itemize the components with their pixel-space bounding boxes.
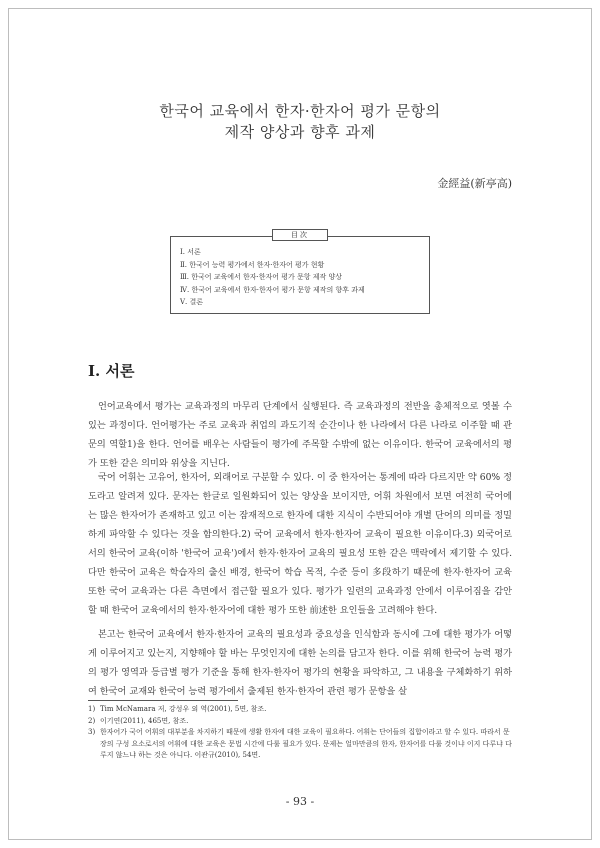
toc-item: Ⅰ. 서론 bbox=[180, 248, 201, 256]
footnote bbox=[88, 716, 512, 728]
toc-heading: 目次 bbox=[272, 229, 328, 241]
title-line-1: 한국어 교육에서 한자·한자어 평가 문항의 bbox=[159, 102, 441, 120]
footnote bbox=[88, 727, 512, 762]
paragraph-1 bbox=[88, 397, 512, 473]
footnote-number: 2) bbox=[88, 716, 96, 725]
footnote bbox=[88, 704, 512, 716]
paragraph-text: 언어교육에서 평가는 교육과정의 마무리 단계에서 실행된다. 즉 교육과정의 전반을 총체적으로 엿볼 수 있는 과정이다. 언어평가는 주로 교육과 취업의 과도기적 순간이나 한 나라에서 다른 나라로 이주할 때 관문의 역할1)을 한다. 언어를 배우는 사람들이 평가에 주목할 수밖에 없는 이유이다. 한국어 교육에서의 평가 또한 같은 의미와 위상을 지닌다. bbox=[88, 401, 512, 469]
footnote-number: 1) bbox=[88, 705, 96, 713]
footnote-divider bbox=[88, 700, 238, 701]
paragraph-text: 본고는 한국어 교육에서 한자·한자어 교육의 필요성과 중요성을 인식함과 동시에 그에 대한 평가가 어떻게 이루어지고 있는지, 지향해야 할 바는 무엇인지에 대한 논의를 담고자 한다. 이를 위해 한국어 능력 평가의 평가 영역과 등급별 평가 기준을 통해 한자·한자어 평가의 현황을 파악하고, 그 내용을 구체화하기 위하여 한국어 교재와 한국어 능력 평가에서 출제된 한자·한자어 관련 평가 문항을 살 bbox=[88, 629, 512, 697]
page-number: - 93 - bbox=[285, 795, 315, 808]
footnotes bbox=[88, 704, 512, 762]
paragraph-3 bbox=[88, 625, 512, 701]
section-heading: Ⅰ. 서론 bbox=[88, 362, 135, 380]
toc-item: Ⅳ. 한국어 교육에서 한자·한자어 평가 문항 제작의 향후 과제 bbox=[180, 285, 365, 294]
toc-item: Ⅴ. 결론 bbox=[180, 298, 204, 306]
footnote-text: 이기연(2011), 465면, 참조. bbox=[100, 716, 189, 725]
toc-item: Ⅱ. 한국어 능력 평가에서 한자·한자어 평가 현황 bbox=[180, 260, 325, 269]
toc-list bbox=[180, 246, 365, 309]
paragraph-2 bbox=[88, 468, 512, 620]
footnote-text: Tim McNamara 저, 강성우 외 역(2001), 5면, 참조. bbox=[100, 705, 267, 713]
title-line-2: 제작 양상과 향후 과제 bbox=[224, 123, 376, 141]
author: 金經益(新亭高) bbox=[437, 177, 512, 190]
toc-item: Ⅲ. 한국어 교육에서 한자·한자어 평가 문항 제작 양상 bbox=[180, 273, 343, 281]
paragraph-text: 국어 어휘는 고유어, 한자어, 외래어로 구분할 수 있다. 이 중 한자어는 통계에 따라 다르지만 약 60% 정도라고 알려져 있다. 문자는 한글로 일원화되어 있는 양상을 보이지만, 어휘 차원에서 보면 여전히 국어에는 많은 한자어가 존재하고 있고 이는 잠재적으로 한자에 대한 지식이 수반되어야 개별 단어의 의미를 정밀하게 파악할 수 있다는 것을 함의한다.2) 국어 교육에서 한자·한자어 교육이 필요한 이유이다.3) 외국어로서의 한국어 교육(이하 '한국어 교육')에서 한자·한자어 교육의 필요성 또한 같은 맥락에서 제기할 수 있다. 다만 한국어 교육은 학습자의 출신 배경, 한국어 학습 목적, 수준 등이 多段하기 때문에 한자·한자어 교육 또한 국어 교육과는 다른 측면에서 접근할 필요가 있다. 평가가 일련의 교육과정 안에서 이루어짐을 감안 할 때 한국어 교육에서의 한자·한자어에 대한 평가 또한 前述한 요인들을 고려해야 한다. bbox=[88, 472, 512, 616]
footnote-number: 3) bbox=[88, 728, 96, 736]
footnote-text: 한자어가 국어 어휘의 대부분을 차지하기 때문에 생활 한자에 대한 교육이 필요하다. 어휘는 단어들의 집합이라고 할 수 있다. 따라서 문장의 구성 요소로서의 어휘에 대한 교육은 문법 시간에 다룰 필요가 있다. 문제는 얼마만큼의 한자, 한자어를 다룰 것이냐 이지 다루냐 다루지 않느냐 하는 것은 아니다. 이관규(2010), 54면. bbox=[100, 728, 512, 759]
